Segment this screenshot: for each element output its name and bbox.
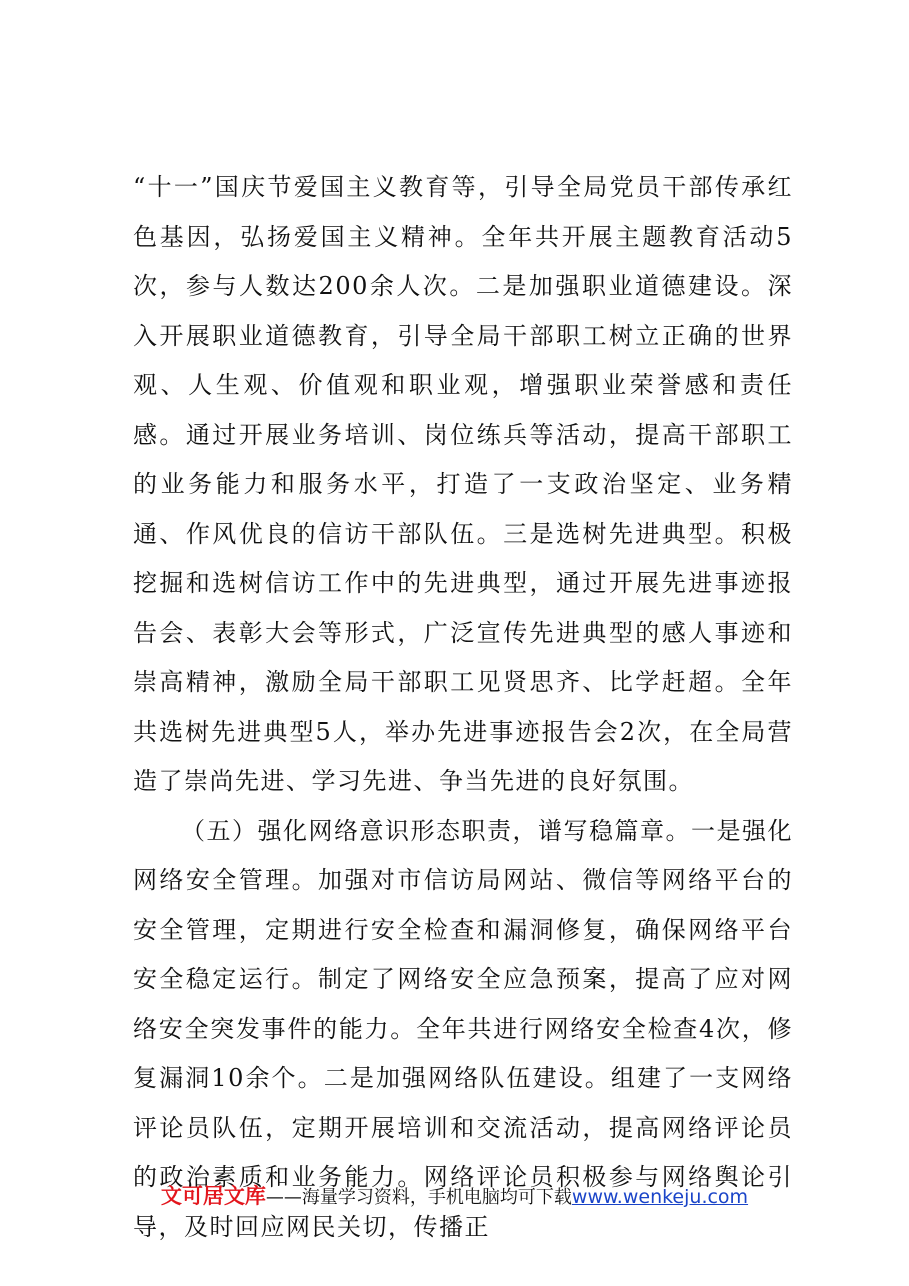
- footer-url-link[interactable]: www.wenkeju.com: [571, 1186, 749, 1208]
- footer-watermark: [0, 1180, 909, 1210]
- paragraph-continued: “十一”国庆节爱国主义教育等，引导全局党员干部传承红色基因，弘扬爱国主义精神。全年共开展主题教育活动5次，参与人数达200余人次。二是加强职业道德建设。深入开展职业道德教育，引导全局干部职工树立正确的世界观、人生观、价值观和职业观，增强职业荣誉感和责任感。通过开展业务培训、岗位练兵等活动，提高干部职工的业务能力和服务水平，打造了一支政治坚定、业务精通、作风优良的信访干部队伍。三是选树先进典型。积极挖掘和选树信访工作中的先进典型，通过开展先进事迹报告会、表彰大会等形式，广泛宣传先进典型的感人事迹和崇高精神，激励全局干部职工见贤思齐、比学赶超。全年共选树先进典型5人，举办先进事迹报告会2次，在全局营造了崇尚先进、学习先进、争当先进的良好氛围。: [133, 173, 793, 795]
- footer-brand: 文可居文库: [160, 1184, 266, 1208]
- footer-slogan: ——海量学习资料，手机电脑均可下载: [265, 1187, 572, 1208]
- document-body: [133, 163, 793, 1252]
- paragraph-section-five: （五）强化网络意识形态职责，谱写稳篇章。一是强化网络安全管理。加强对市信访局网站、微信等网络平台的安全管理，定期进行安全检查和漏洞修复，确保网络平台安全稳定运行。制定了网络安全应急预案，提高了应对网络安全突发事件的能力。全年共进行网络安全检查4次，修复漏洞10余个。二是加强网络队伍建设。组建了一支网络评论员队伍，定期开展培训和交流活动，提高网络评论员的政治素质和业务能力。网络评论员积极参与网络舆论引导，及时回应网民关切，传播正: [133, 816, 793, 1241]
